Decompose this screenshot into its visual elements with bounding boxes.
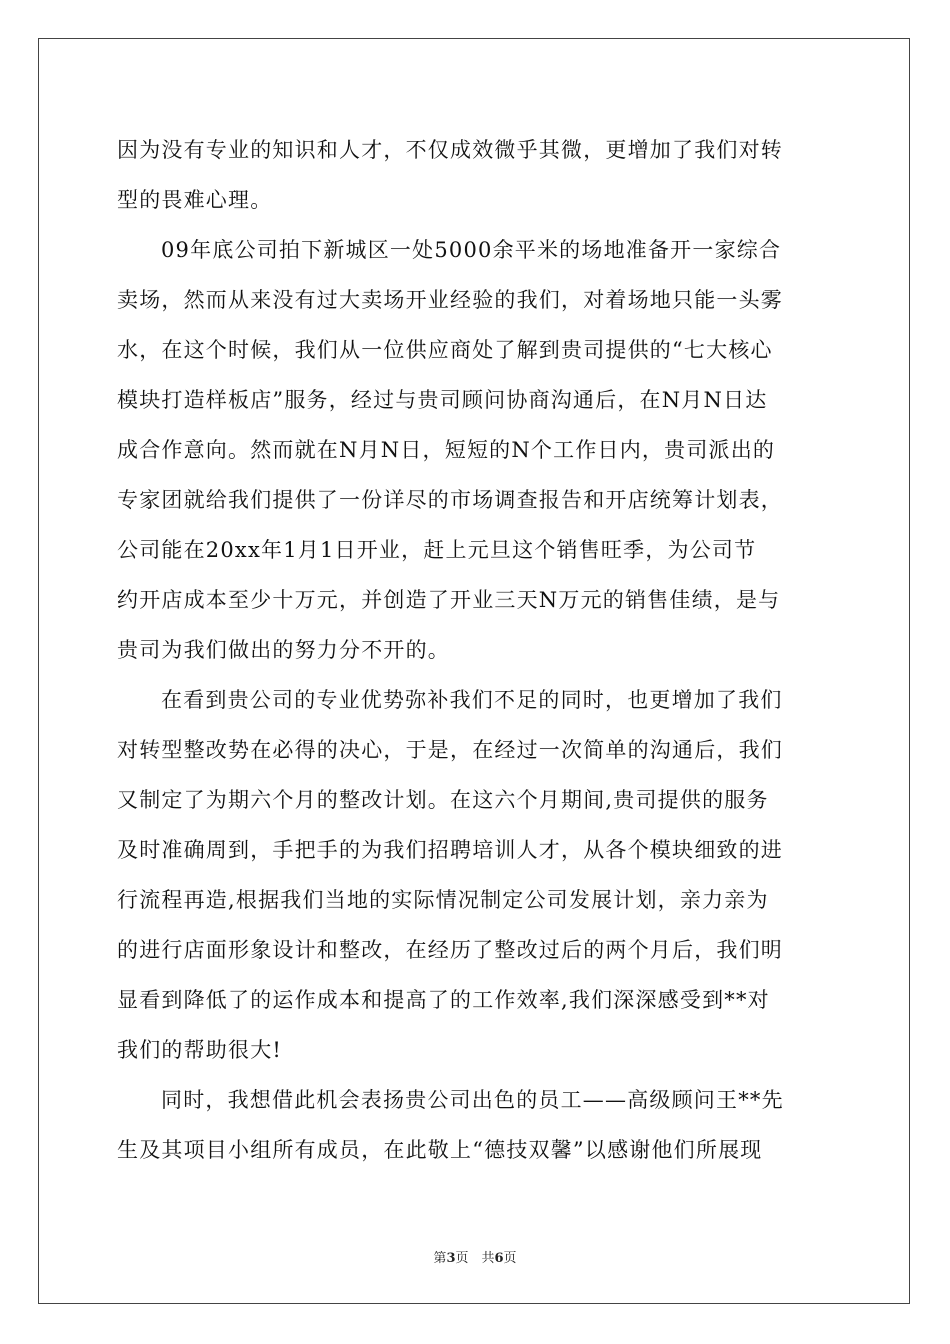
- text-line: 公司能在20xx年1月1日开业，赶上元旦这个销售旺季，为公司节: [117, 538, 757, 562]
- total-pages-number: 6: [494, 1251, 504, 1266]
- text-line: 在看到贵公司的专业优势弥补我们不足的同时，也更增加了我们: [161, 688, 783, 712]
- text-line: 我们的帮助很大!: [117, 1038, 283, 1062]
- text-line: 成合作意向。然而就在N月N日，短短的N个工作日内，贵司派出的: [117, 438, 776, 462]
- text-line: 型的畏难心理。: [117, 188, 273, 212]
- text-line: 生及其项目小组所有成员，在此敬上“德技双馨”以感谢他们所展现: [117, 1138, 763, 1162]
- text-line: 模块打造样板店”服务，经过与贵司顾问协商沟通后，在N月N日达: [117, 388, 768, 412]
- footer-prefix: 第: [433, 1251, 447, 1266]
- text-line: 及时准确周到，手把手的为我们招聘培训人才，从各个模块细致的进: [117, 838, 783, 862]
- text-line: 对转型整改势在必得的决心，于是，在经过一次简单的沟通后，我们: [117, 738, 783, 762]
- text-line: 显看到降低了的运作成本和提高了的工作效率,我们深深感受到**对: [117, 988, 770, 1012]
- footer-mid: 页 共: [455, 1251, 495, 1266]
- text-line: 因为没有专业的知识和人才，不仅成效微乎其微，更增加了我们对转: [117, 138, 783, 162]
- text-line: 09年底公司拍下新城区一处5000余平米的场地准备开一家综合: [161, 238, 782, 262]
- text-line: 的进行店面形象设计和整改，在经历了整改过后的两个月后，我们明: [117, 938, 783, 962]
- text-line: 约开店成本至少十万元，并创造了开业三天N万元的销售佳绩，是与: [117, 588, 781, 612]
- page-footer: [0, 1247, 950, 1266]
- current-page-number: 3: [446, 1251, 456, 1266]
- text-line: 贵司为我们做出的努力分不开的。: [117, 638, 450, 662]
- text-line: 又制定了为期六个月的整改计划。在这六个月期间,贵司提供的服务: [117, 788, 769, 812]
- text-line: 水，在这个时候，我们从一位供应商处了解到贵司提供的“七大核心: [117, 338, 773, 362]
- text-line: 卖场，然而从来没有过大卖场开业经验的我们，对着场地只能一头雾: [117, 288, 783, 312]
- text-line: 同时，我想借此机会表扬贵公司出色的员工——高级顾问王**先: [161, 1088, 784, 1112]
- text-line: 专家团就给我们提供了一份详尽的市场调查报告和开店统筹计划表，: [117, 488, 783, 512]
- text-line: 行流程再造,根据我们当地的实际情况制定公司发展计划，亲力亲为: [117, 888, 769, 912]
- footer-suffix: 页: [503, 1251, 517, 1266]
